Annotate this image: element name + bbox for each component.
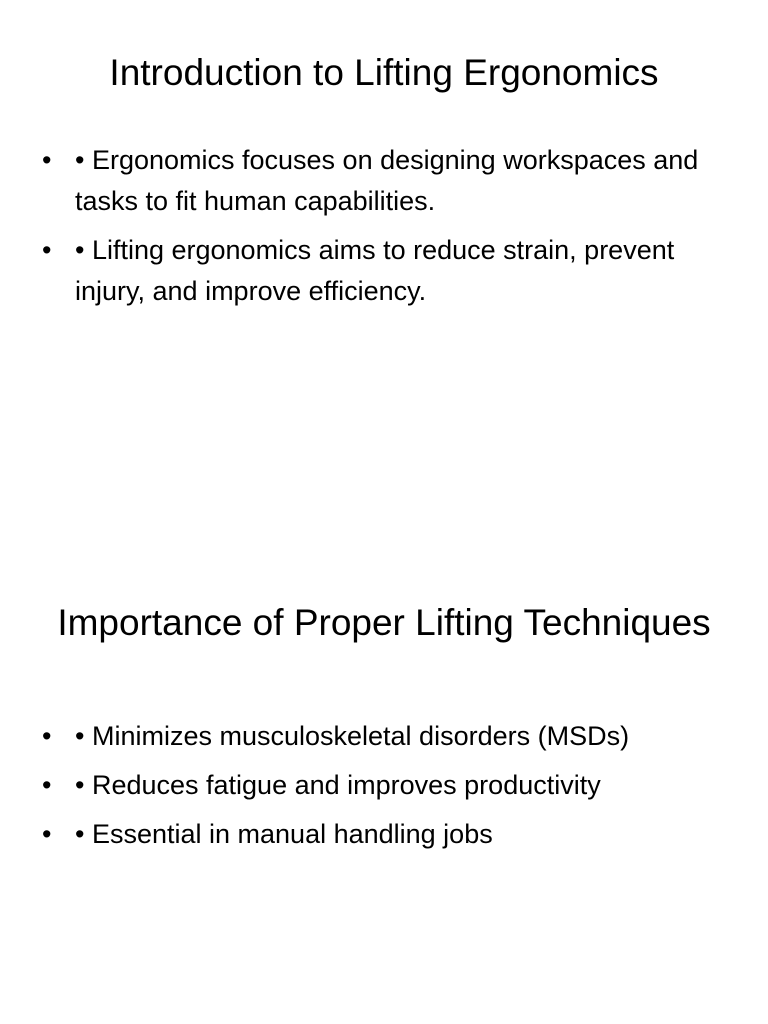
bullet-text: • Lifting ergonomics aims to reduce strain, prevent injury, and improve efficiency.: [75, 235, 675, 306]
list-item: [40, 765, 730, 806]
bullet-text: • Reduces fatigue and improves productivity: [75, 770, 601, 800]
bullet-list: [40, 716, 730, 863]
list-item: [40, 140, 730, 222]
slide-title: Importance of Proper Lifting Techniques: [57, 602, 711, 643]
bullet-text: • Essential in manual handling jobs: [75, 819, 493, 849]
bullet-marker: •: [42, 819, 52, 849]
list-item: [40, 814, 730, 855]
bullet-text: • Minimizes musculoskeletal disorders (MSDs): [75, 721, 630, 751]
list-item: [40, 716, 730, 757]
bullet-list: [40, 140, 730, 320]
slide-title: Introduction to Lifting Ergonomics: [109, 52, 659, 93]
bullet-marker: •: [42, 145, 52, 175]
slide-2: [0, 512, 768, 1024]
bullet-marker: •: [42, 770, 52, 800]
bullet-marker: •: [42, 235, 52, 265]
bullet-text: • Ergonomics focuses on designing workspaces and tasks to fit human capabilities.: [75, 145, 699, 216]
bullet-marker: •: [42, 721, 52, 751]
list-item: [40, 230, 730, 312]
